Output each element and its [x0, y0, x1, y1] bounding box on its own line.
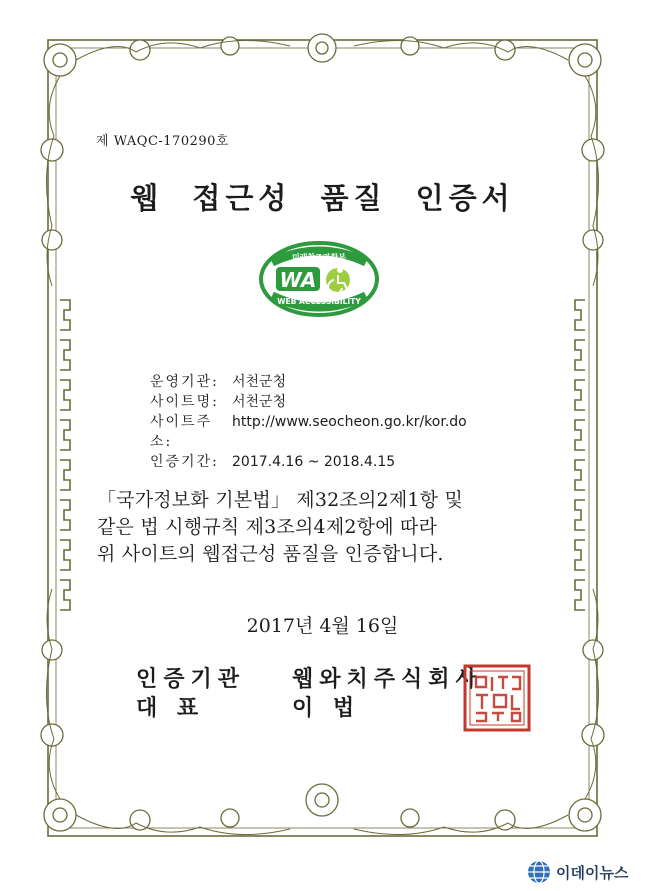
certificate-body — [97, 487, 463, 568]
certificate-info — [150, 372, 467, 472]
representative-label: 대 표 — [136, 695, 205, 721]
signature-block — [136, 665, 483, 723]
info-label: 사이트주소: — [150, 414, 213, 450]
info-row-site-url — [150, 412, 467, 452]
body-line: 같은 법 시행규칙 제3조의4제2항에 따라 — [97, 516, 438, 538]
body-line: 위 사이트의 웹접근성 품질을 인증합니다. — [97, 543, 444, 565]
representative-name: 이 법 — [292, 695, 361, 721]
globe-icon — [527, 860, 551, 884]
info-row-period — [150, 452, 467, 472]
body-line: 「국가정보화 기본법」 제32조의2제1항 및 — [97, 489, 464, 511]
info-row-operator — [150, 372, 467, 392]
info-label: 사이트명: — [150, 394, 219, 410]
wa-logo — [258, 240, 380, 318]
issuer-name: 웹와치주식회사 — [292, 666, 483, 692]
official-seal — [462, 663, 532, 733]
news-watermark — [527, 860, 628, 884]
certificate-title: 웹 접근성 품질 인증서 — [130, 181, 515, 215]
logo-bottom-text: WEB ACCESSIBILITY — [277, 297, 361, 306]
logo-mark: WA — [279, 268, 317, 292]
info-value: http://www.seocheon.go.kr/kor.do — [232, 414, 467, 430]
news-brand-text: 이데이뉴스 — [556, 863, 629, 882]
info-row-site-name — [150, 392, 467, 412]
info-value: 서천군청 — [232, 394, 287, 410]
logo-top-text: 미래창조과학부 — [291, 253, 347, 262]
info-value: 서천군청 — [232, 374, 287, 390]
info-label: 운영기관: — [150, 374, 219, 390]
info-value: 2017.4.16 ~ 2018.4.15 — [232, 454, 396, 470]
certificate-number: 제 WAQC-170290호 — [96, 134, 229, 149]
issue-date: 2017년 4월 16일 — [246, 615, 399, 637]
info-label: 인증기간: — [150, 454, 219, 470]
issuer-label: 인증기관 — [136, 666, 246, 692]
